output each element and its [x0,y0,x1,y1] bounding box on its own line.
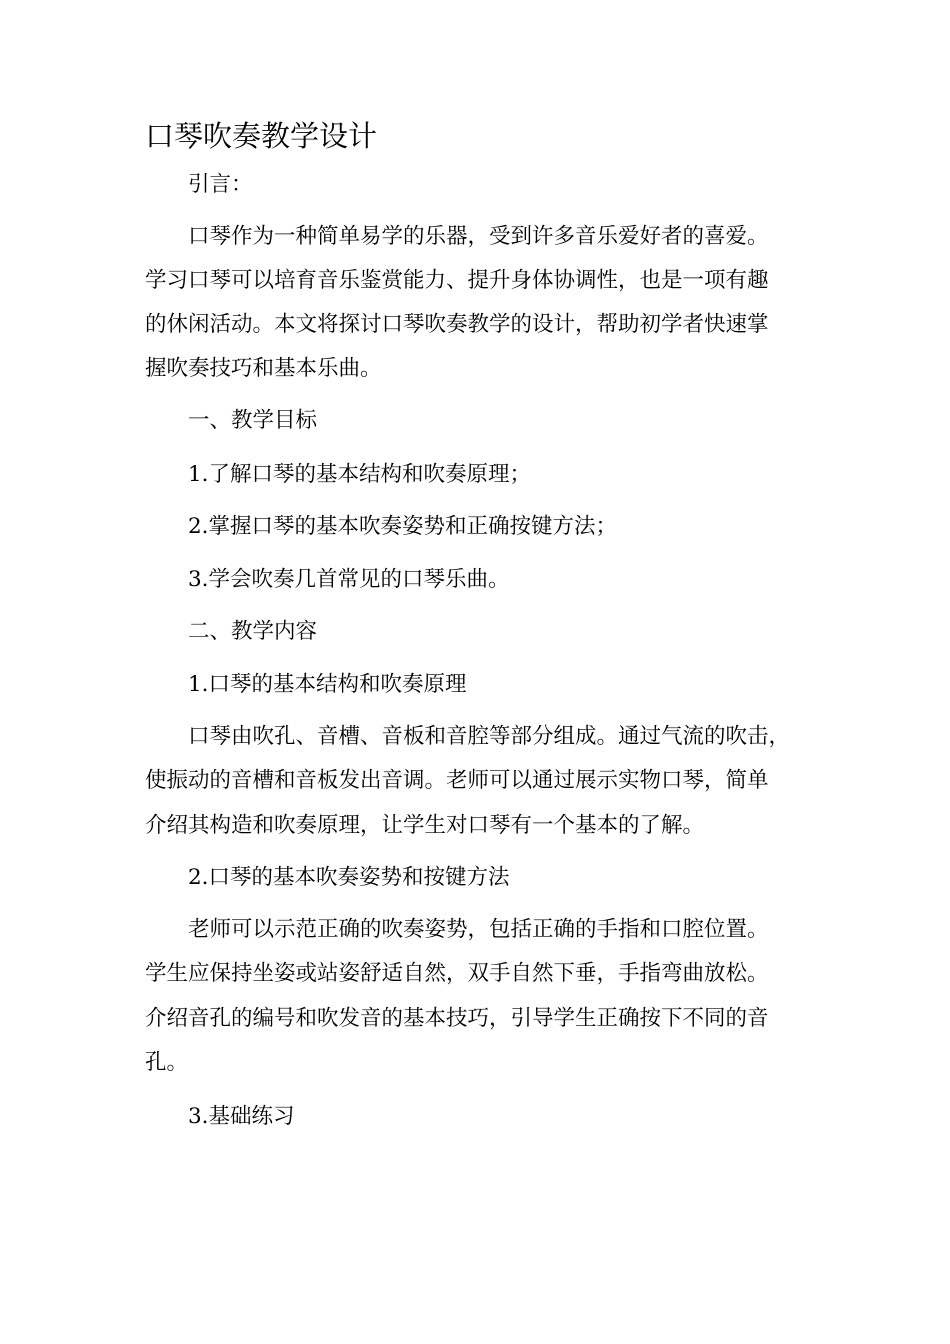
paragraph-line: 学习口琴可以培育音乐鉴赏能力、提升身体协调性，也是一项有趣 [145,268,769,293]
subsection-heading: 3.基础练习 [188,1104,295,1129]
section-heading: 一、教学目标 [188,408,318,433]
paragraph-line: 学生应保持坐姿或站姿舒适自然，双手自然下垂，手指弯曲放松。 [145,961,769,986]
paragraph-line: 老师可以示范正确的吹奏姿势，包括正确的手指和口腔位置。 [188,917,769,942]
paragraph-line: 口琴作为一种简单易学的乐器，受到许多音乐爱好者的喜爱。 [188,224,769,249]
paragraph-line: 握吹奏技巧和基本乐曲。 [145,356,382,381]
subsection-heading: 2.口琴的基本吹奏姿势和按键方法 [188,865,510,890]
paragraph-line: 口琴由吹孔、音槽、音板和音腔等部分组成。通过气流的吹击， [188,724,791,749]
document-title: 口琴吹奏教学设计 [145,119,378,153]
paragraph-line: 使振动的音槽和音板发出音调。老师可以通过展示实物口琴，简单 [145,768,769,793]
list-item: 2.掌握口琴的基本吹奏姿势和正确按键方法； [188,514,618,539]
section-heading: 二、教学内容 [188,619,318,644]
list-item: 3.学会吹奏几首常见的口琴乐曲。 [188,567,510,592]
subsection-heading: 1.口琴的基本结构和吹奏原理 [188,672,467,697]
intro-label: 引言： [188,172,253,197]
paragraph-line: 的休闲活动。本文将探讨口琴吹奏教学的设计，帮助初学者快速掌 [145,312,769,337]
paragraph-line: 介绍音孔的编号和吹发音的基本技巧，引导学生正确按下不同的音 [145,1006,769,1031]
paragraph-line: 孔。 [145,1050,189,1075]
paragraph-line: 介绍其构造和吹奏原理，让学生对口琴有一个基本的了解。 [145,813,705,838]
list-item: 1.了解口琴的基本结构和吹奏原理； [188,462,532,487]
